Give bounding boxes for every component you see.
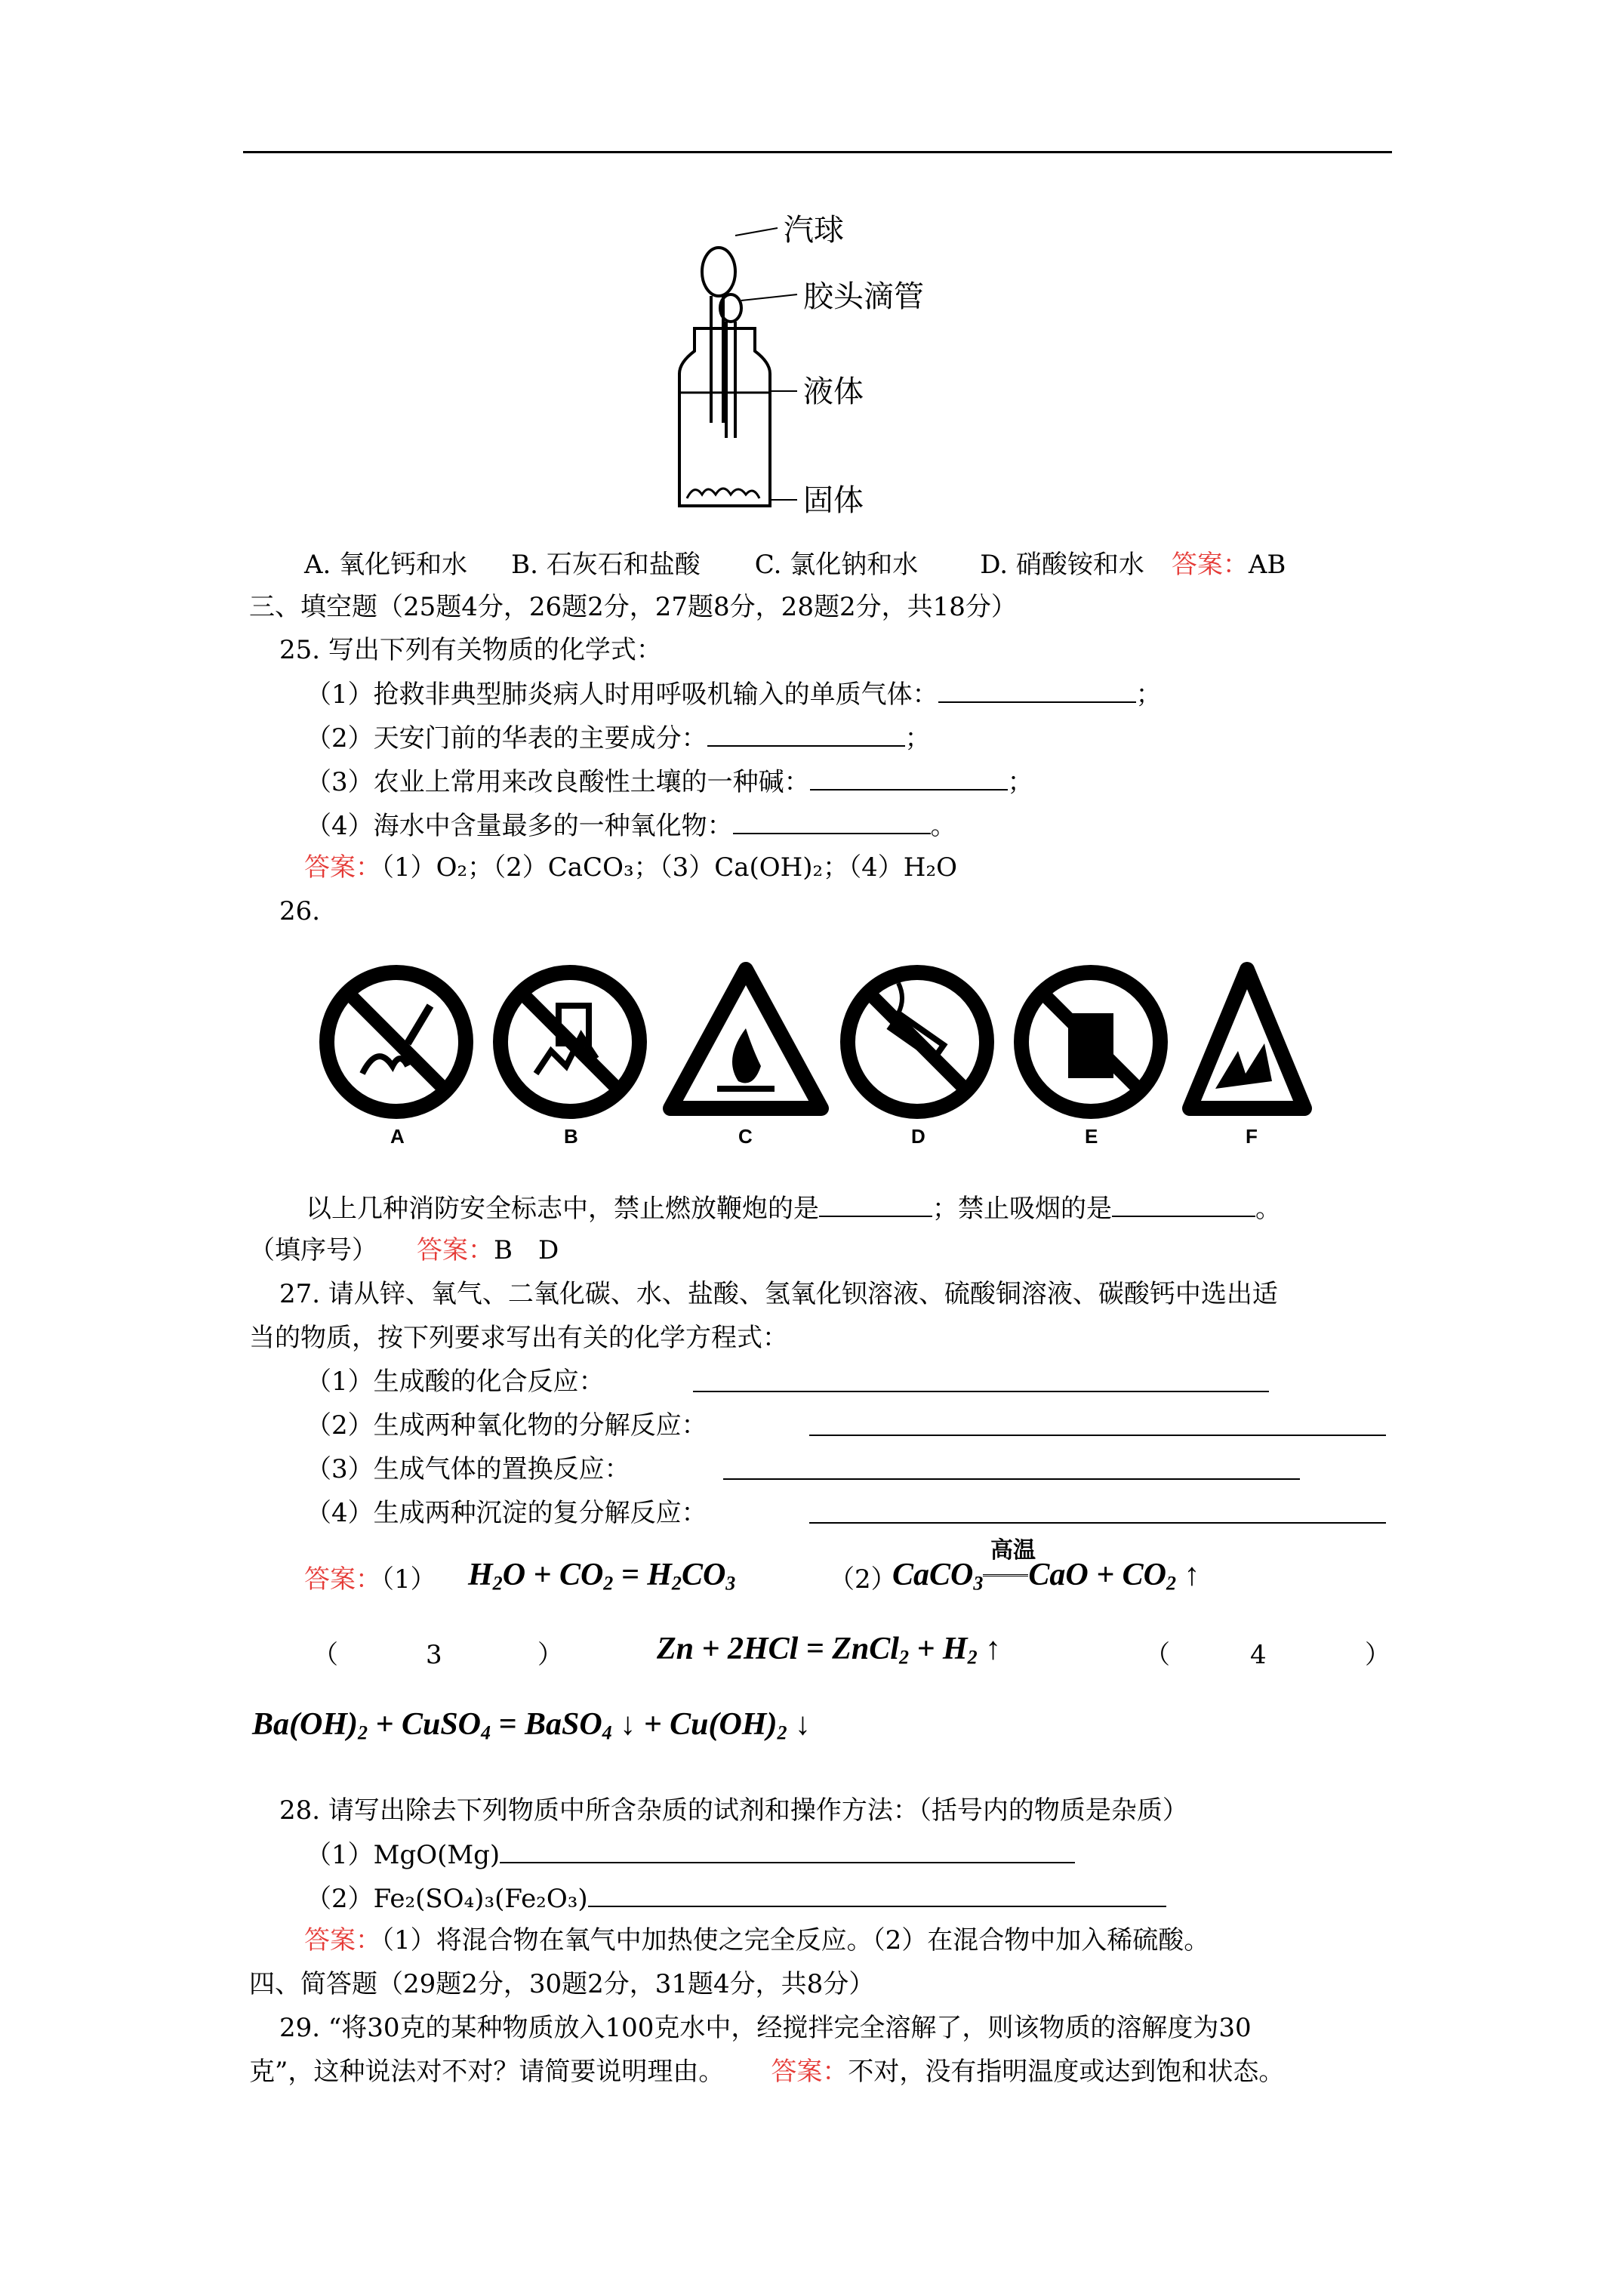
eq2-condition: 高温 — [990, 1537, 1036, 1564]
equation-2: CaCO$_3$ CaO + $CO_2$ ↑ — [892, 1558, 1200, 1595]
section3-heading: 三、填空题（25题4分，26题2分，27题8分，28题2分，共18分） — [249, 592, 1017, 622]
label-solid: 固体 — [803, 483, 864, 518]
q28-stem: 28. 请写出除去下列物质中所含杂质的试剂和操作方法：（括号内的物质是杂质） — [279, 1795, 1188, 1826]
sign-label-a: A — [390, 1125, 405, 1148]
eq4-number: 4 — [1250, 1640, 1267, 1670]
eq3-paren-close: ） — [537, 1640, 563, 1670]
answer-label: 答案： — [304, 852, 381, 883]
sign-label-e: E — [1085, 1125, 1098, 1148]
label-balloon: 汽球 — [784, 213, 844, 248]
q25-item-4: （4）海水中含量最多的一种氧化物： 。 — [306, 811, 956, 841]
sign-c-flammable — [670, 969, 821, 1108]
q24-options — [304, 550, 1286, 580]
q28-item-1: （1）MgO(Mg) — [306, 1839, 1075, 1870]
eq2-prefix: （2） — [829, 1564, 897, 1595]
equation-4: $Ba(OH)_2$ + CuSO$_4$ = BaSO$_4$ ↓ + $Cu(OH)_2$ ↓ — [252, 1707, 811, 1744]
q27-blank-3 — [723, 1456, 1300, 1480]
q29-line-1: 29. “将30克的某种物质放入100克水中，经搅拌完全溶解了，则该物质的溶解度为30 — [279, 2013, 1252, 2043]
answer-label: 答案： — [304, 1925, 381, 1955]
option-d: D. 硝酸铵和水 — [980, 550, 1144, 580]
answer-label: 答案： — [417, 1235, 494, 1265]
equation-1: $H_2O + CO_2 = H_2CO_3$ — [468, 1558, 736, 1595]
label-dropper: 胶头滴管 — [803, 279, 924, 314]
q25-answer-line — [304, 852, 957, 883]
q27-stem-1: 27. 请从锌、氧气、二氧化碳、水、盐酸、氢氧化钡溶液、硫酸铜溶液、碳酸钙中选出适 — [279, 1279, 1278, 1309]
q27-item-4: （4）生成两种沉淀的复分解反应： — [306, 1498, 707, 1528]
q25-item-1: （1）抢救非典型肺炎病人时用呼吸机输入的单质气体： ； — [306, 680, 1162, 710]
option-b: B. 石灰石和盐酸 — [511, 550, 701, 580]
q24-answer: AB — [1248, 550, 1286, 580]
solid-shape — [687, 488, 759, 498]
q29-line-2: 克”，这种说法对不对？请简要说明理由。 答案：不对，没有指明温度或达到饱和状态。 — [249, 2057, 1285, 2087]
q27-item-1: （1）生成酸的化合反应： — [306, 1367, 605, 1397]
answer-label: 答案： — [1171, 550, 1249, 580]
q27-item-2: （2）生成两种氧化物的分解反应： — [306, 1410, 707, 1441]
section4-heading: 四、简答题（29题2分，30题2分，31题4分，共8分） — [249, 1969, 875, 1999]
header-rule — [243, 151, 1392, 153]
q29-answer: 不对，没有指明温度或达到饱和状态。 — [848, 2057, 1285, 2087]
sign-label-d: D — [911, 1125, 925, 1148]
eq3-number: 3 — [426, 1640, 442, 1670]
q27-answer-label-line: 答案：（1） — [304, 1564, 436, 1595]
q26-question: 以上几种消防安全标志中，禁止燃放鞭炮的是 ；禁止吸烟的是 。 — [306, 1194, 1281, 1224]
q25-item-3: （3）农业上常用来改良酸性土壤的一种碱： ； — [306, 767, 1033, 797]
sign-b-no-firecrackers — [500, 972, 639, 1111]
apparatus-figure — [664, 211, 981, 529]
safety-signs-figure — [317, 960, 1313, 1126]
q25-item-2: （2）天安门前的华表的主要成分： ； — [306, 723, 931, 754]
eq3-paren-open: （ — [313, 1640, 338, 1670]
q28-answer: （1）将混合物在氧气中加热使之完全反应。（2）在混合物中加入稀硫酸。 — [381, 1925, 1210, 1955]
sign-a-no-fireworks — [327, 972, 466, 1111]
option-a: A. 氧化钙和水 — [304, 550, 468, 580]
q26-answer: B D — [494, 1235, 559, 1265]
sign-e-no-oil-drum — [1021, 972, 1160, 1111]
option-c: C. 氯化钠和水 — [754, 550, 919, 580]
answer-label: 答案： — [304, 1564, 381, 1595]
sign-d-no-smoking — [848, 972, 987, 1111]
q27-blank-1 — [693, 1368, 1269, 1392]
q26-number: 26. — [279, 896, 321, 926]
eq4-paren-close: ） — [1365, 1640, 1390, 1670]
q25-stem: 25. 写出下列有关物质的化学式： — [279, 635, 662, 665]
sign-label-c: C — [738, 1125, 753, 1148]
balloon-shape — [702, 248, 735, 296]
q27-stem-2: 当的物质，按下列要求写出有关的化学方程式： — [249, 1323, 788, 1353]
q25-answer: （1）O₂；（2）CaCO₃；（3）Ca(OH)₂；（4）H₂O — [381, 852, 957, 883]
q27-blank-4 — [809, 1499, 1386, 1524]
equation-3: Zn + 2HCl = ZnCl$_2$ + $H_2$ ↑ — [657, 1632, 1002, 1669]
sign-f-explosive — [1190, 969, 1304, 1108]
sign-label-b: B — [564, 1125, 578, 1148]
label-liquid: 液体 — [803, 374, 864, 409]
q27-item-3: （3）生成气体的置换反应： — [306, 1454, 630, 1484]
q27-blank-2 — [809, 1412, 1386, 1436]
answer-label: 答案： — [771, 2057, 848, 2087]
q26-answer-line: （填序号） 答案：B D — [249, 1235, 559, 1265]
q28-answer-line — [304, 1925, 1209, 1955]
sign-label-f: F — [1246, 1125, 1258, 1148]
q28-item-2: （2）Fe₂(SO₄)₃(Fe₂O₃) — [306, 1883, 1166, 1914]
eq4-paren-open: （ — [1144, 1640, 1170, 1670]
